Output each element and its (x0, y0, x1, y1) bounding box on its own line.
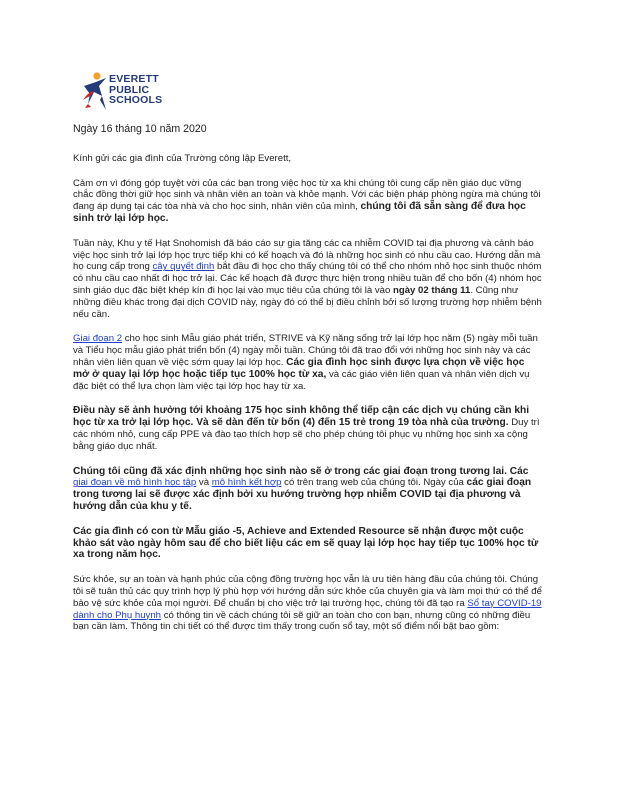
paragraph-1-bold: chúng tôi đã sẵn sàng để đưa học sinh trở lại lớp học. (73, 201, 526, 224)
greeting (73, 153, 543, 165)
letter-date: Ngày 16 tháng 10 năm 2020 (73, 123, 207, 135)
greeting-text: Kính gửi các gia đình của Trường công lập Everett, (73, 152, 292, 164)
running-figure-logo-icon (82, 70, 110, 114)
paragraph-7 (73, 574, 543, 633)
logo-line-1: EVERETT (109, 73, 159, 85)
paragraph-2-date: ngày 02 tháng 11 (393, 284, 471, 296)
paragraph-1-text: Cảm ơn vì đóng góp tuyệt vời của các bạn trong việc học từ xa khi chúng tôi cung cấp nền giáo dục vững chắc đồng thời giữ học sinh và nhân viên an toàn và khỏe mạnh. Với các biện pháp phòng ngừa mà chúng tôi đang áp dụng tại các tòa nhà và cho học sinh, nhân viên của mình, (73, 177, 541, 213)
paragraph-6-bold: Các gia đình có con từ Mẫu giáo -5, Achieve and Extended Resource sẽ nhận được một cuộc khảo sát vào ngày hôm sau để cho biết liệu các em sẽ quay lại lớp học hay tiếp tục 100% học từ xa trong năm học. (73, 525, 539, 561)
district-logo (82, 70, 192, 114)
paragraph-2-text-b: bắt đầu đi học cho thấy chúng tôi có thể cho nhóm nhỏ học sinh thuộc nhóm có nhu cầu cao nhất đi học trở lại. Các kế hoạch đã được thực hiện trong nhiều tuần để cho bốn (4) nhóm học sinh giáo dục đặc biệt khép kín đi học lại vào mục tiêu của chúng tôi là vào (73, 261, 542, 296)
paragraph-6 (73, 526, 543, 561)
paragraph-2 (73, 238, 543, 321)
decision-tree-link[interactable]: cây quyết định (152, 261, 215, 273)
paragraph-5-text-a: và (198, 477, 210, 489)
paragraph-3 (73, 333, 543, 392)
paragraph-3-bold: Các gia đình học sinh được lựa chọn về việc học mở ở quay lại lớp học hoặc tiếp tục 100% học từ xa, (73, 356, 525, 380)
logo-line-2: PUBLIC (109, 83, 150, 96)
logo-line-3: SCHOOLS (109, 94, 163, 106)
paragraph-7-text-b: có thông tin về cách chúng tôi sẽ giữ an toàn cho con bạn, nhưng cũng có những điều bạn cần làm. Thông tin chi tiết có thể được tìm thấy trong cuốn sổ tay, một số điểm nổi bật bao gồm: (73, 609, 531, 633)
paragraph-2-text-a: Tuần này, Khu y tế Hạt Snohomish đã báo cáo sự gia tăng các ca nhiễm COVID tại địa phương và cảnh báo việc học sinh trở lại lớp học trực tiếp khi có kế hoạch và đó là những học sinh có nhu cầu cao. Hướng dẫn mà họ cung cấp trong (73, 237, 541, 273)
hybrid-model-link[interactable]: mô hình kết hợp (211, 477, 282, 489)
paragraph-2-text-c: . Cũng như những điều khác trong đại dịch COVID này, ngày đó có thể bị điều chỉnh bởi số lượng trường hợp nhiễm bệnh nếu cần. (73, 284, 542, 320)
learning-model-phases-link[interactable]: giai đoạn về mô hình học tập (73, 477, 197, 489)
letter-body (73, 124, 543, 646)
logo-wordmark (109, 74, 162, 106)
paragraph-5-text-b: có trên trang web của chúng tôi. Ngày của (284, 477, 464, 489)
paragraph-5-bold-b: các giai đoạn trong tương lai sẽ được xác định bởi xu hướng trường hợp nhiễm COVID tại địa phương và hướng dẫn của khu y tế. (73, 477, 532, 512)
paragraph-4-text: Duy trì các nhóm nhỏ, cung cấp PPE và đào tạo thích hợp sẽ cho phép chúng tôi phục vụ những học sinh xa cộng bằng giáo dục nhất. (73, 417, 540, 452)
paragraph-4-bold: Điều này sẽ ảnh hưởng tới khoảng 175 học sinh không thể tiếp cận các dịch vụ chúng cần khi học từ xa trở lại lớp học. Và sẽ dàn đến từ bốn (4) đến 15 trẻ trong 19 tòa nhà của trường. (73, 405, 530, 429)
paragraph-1 (73, 178, 543, 225)
paragraph-5 (73, 466, 543, 513)
paragraph-3-text-a: cho học sinh Mẫu giáo phát triển, STRIVE và Kỹ năng sống trở lại lớp học năm (5) ngày mỗi tuần và Tiểu học mẫu giáo phát triển bốn (4) ngày mỗi tuần. Chúng tôi đã trao đổi với những học sinh này và các nhân viên liên quan về việc sớm quay lại lớp học. (73, 333, 538, 368)
covid-handbook-link[interactable]: Sổ tay COVID-19 dành cho Phụ huynh (73, 597, 542, 621)
paragraph-3-text-b: và các giáo viên liên quan và nhân viên dịch vụ đặc biệt có thể lựa chọn làm việc tại lớp học hay từ xa. (73, 368, 530, 392)
paragraph-7-text-a: Sức khỏe, sự an toàn và hạnh phúc của cộng đồng trường học vẫn là ưu tiên hàng đầu của chúng tôi. Chúng tôi sẽ tuân thủ các quy trình hợp lý phù hợp với hướng dẫn sức khỏe của chuyên gia và làm mọi thứ có thể để bảo vệ sức khỏe của mọi người. Để chuẩn bị cho việc trở lại trường học, chúng tôi đã tạo ra (73, 574, 542, 609)
paragraph-5-bold-a: Chúng tôi cũng đã xác định những học sinh nào sẽ ở trong các giai đoạn trong tương lai. Các (73, 465, 529, 477)
paragraph-4 (73, 405, 543, 452)
phase-2-link[interactable]: Giai đoạn 2 (73, 333, 123, 345)
